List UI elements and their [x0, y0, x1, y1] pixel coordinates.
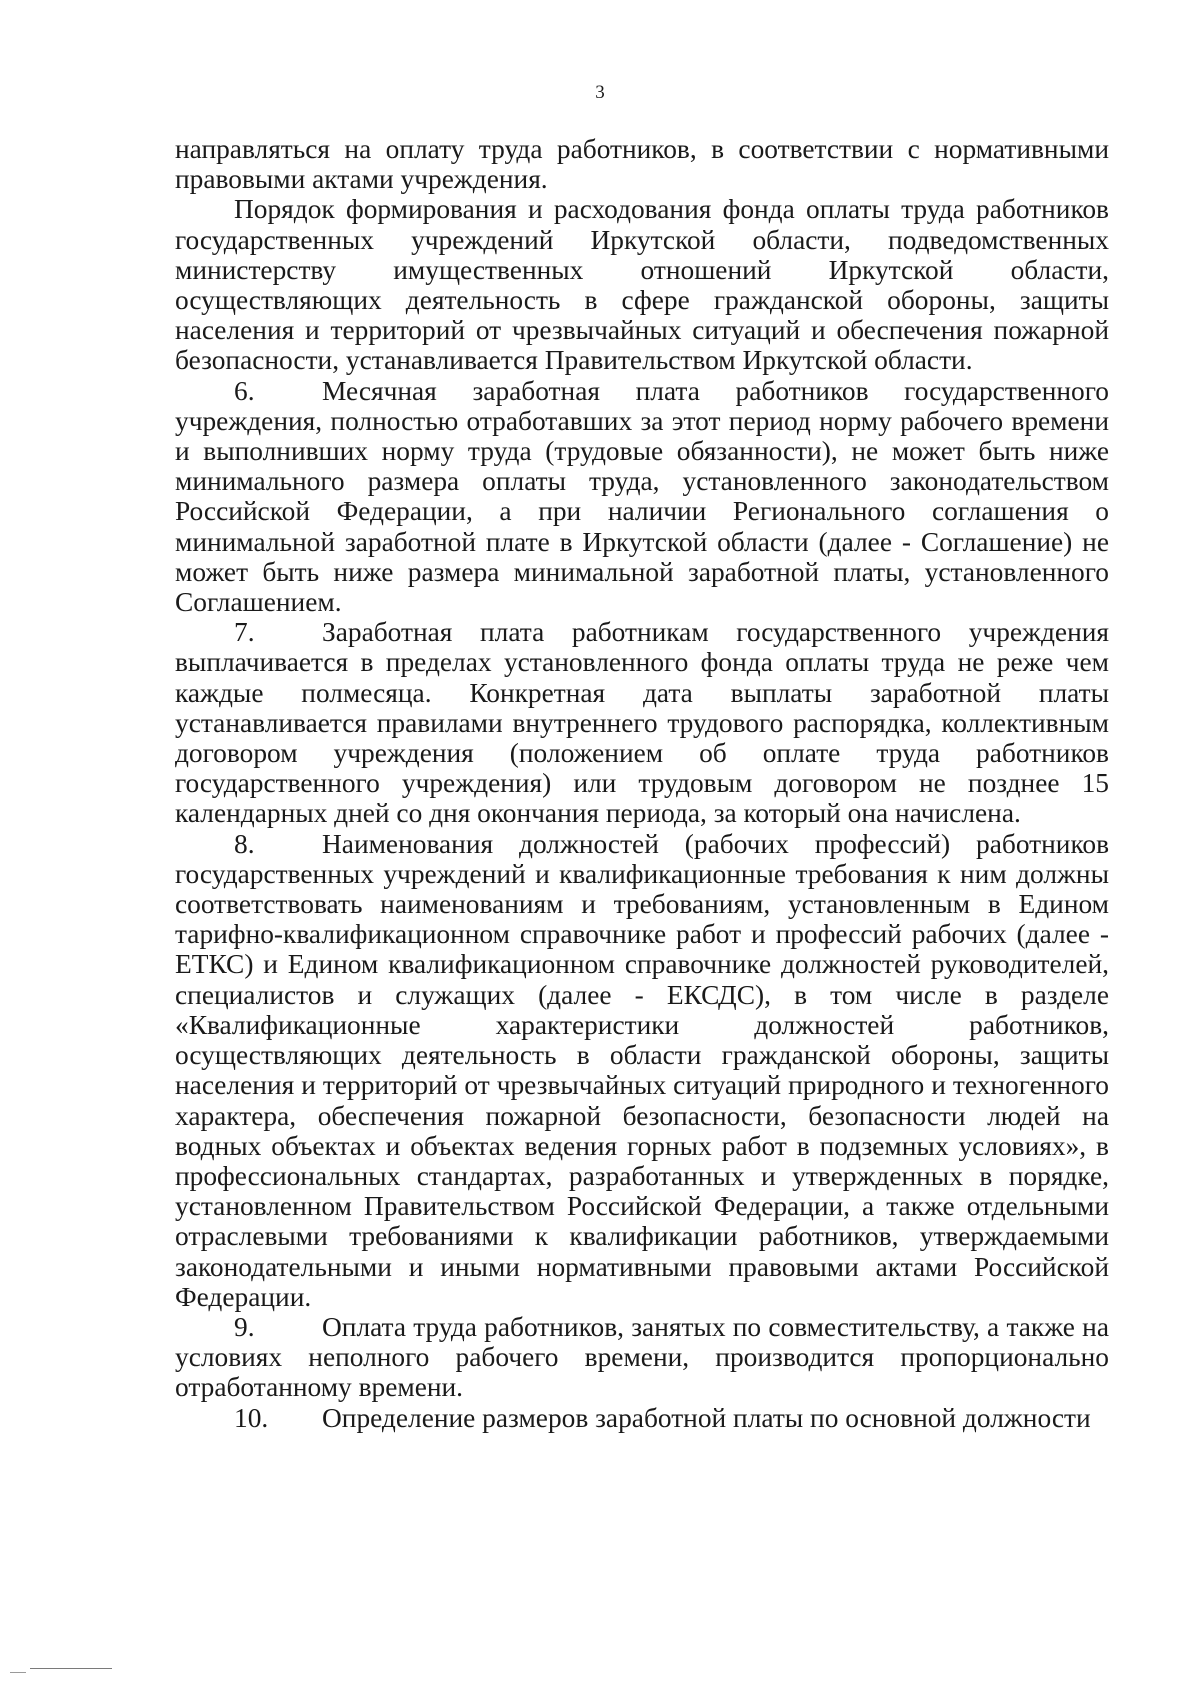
paragraph-text: Наименования должностей (рабочих профессий) работников государственных учреждений и квалификационные требования к ним должны соответствовать наименованиям и требованиям, установленным в Едином тарифно-квалификационном справочнике работ и профессий рабочих (далее - ЕТКС) и Едином квалификационном справочнике должностей руководителей, специалистов и служащих (далее - ЕКСДС), в том числе в разделе «Квалификационные характеристики должностей работников, осуществляющих деятельность в области гражданской обороны, защиты населения и территорий от чрезвычайных ситуаций природного и техногенного характера, обеспечения пожарной безопасности, безопасности людей на водных объектах и объектах ведения горных работ в подземных условиях», в профессиональных стандартах, разработанных и утвержденных в порядке, установленном Правительством Российской Федерации, а также отдельными отраслевыми требованиями к квалификации работников, утверждаемыми законодательными и иными нормативными правовыми актами Российской Федерации.: [175, 828, 1109, 1312]
paragraph-text: направляться на оплату труда работников, в соответствии с нормативными правовыми актами учреждения.: [175, 134, 1109, 195]
item-number: 7.: [234, 617, 255, 648]
document-body: [175, 134, 1109, 1433]
paragraph-text: Оплата труда работников, занятых по совместительству, а также на условиях неполного рабочего времени, производится пропорционально отработанному времени.: [175, 1311, 1109, 1403]
item-number: 6.: [234, 375, 255, 406]
page-number: 3: [595, 82, 605, 103]
scan-edge-mark: [30, 1668, 112, 1669]
paragraph-text: Порядок формирования и расходования фонда оплаты труда работников государственных учреждений Иркутской области, подведомственных министерству имущественных отношений Иркутской области, осуществляющих деятельность в сфере гражданской обороны, защиты населения и территорий от чрезвычайных ситуаций и обеспечения пожарной безопасности, устанавливается Правительством Иркутской области.: [175, 194, 1109, 376]
paragraph-text: Определение размеров заработной платы по основной должности: [322, 1402, 1091, 1433]
paragraph-fund-procedure: [175, 194, 1109, 375]
paragraph-item-10: [175, 1403, 1109, 1433]
paragraph-item-9: [175, 1312, 1109, 1403]
scan-edge-mark: [10, 1672, 26, 1673]
paragraph-item-6: [175, 376, 1109, 618]
paragraph-continuation: [175, 134, 1109, 194]
item-number: 9.: [234, 1311, 255, 1342]
item-number: 8.: [234, 828, 255, 859]
paragraph-item-7: [175, 617, 1109, 828]
paragraph-text: Заработная плата работникам государственного учреждения выплачивается в пределах установленного фонда оплаты труда не реже чем каждые полмесяца. Конкретная дата выплаты заработной платы устанавливается правилами внутреннего трудового распорядка, коллективным договором учреждения (положением об оплате труда работников государственного учреждения) или трудовым договором не позднее 15 календарных дней со дня окончания периода, за который она начислена.: [175, 617, 1109, 829]
paragraph-text: Месячная заработная плата работников государственного учреждения, полностью отработавших за этот период норму рабочего времени и выполнивших норму труда (трудовые обязанности), не может быть ниже минимального размера оплаты труда, установленного законодательством Российской Федерации, а при наличии Регионального соглашения о минимальной заработной плате в Иркутской области (далее - Соглашение) не может быть ниже размера минимальной заработной платы, установленного Соглашением.: [175, 375, 1109, 618]
item-number: 10.: [234, 1402, 269, 1433]
paragraph-item-8: [175, 829, 1109, 1312]
